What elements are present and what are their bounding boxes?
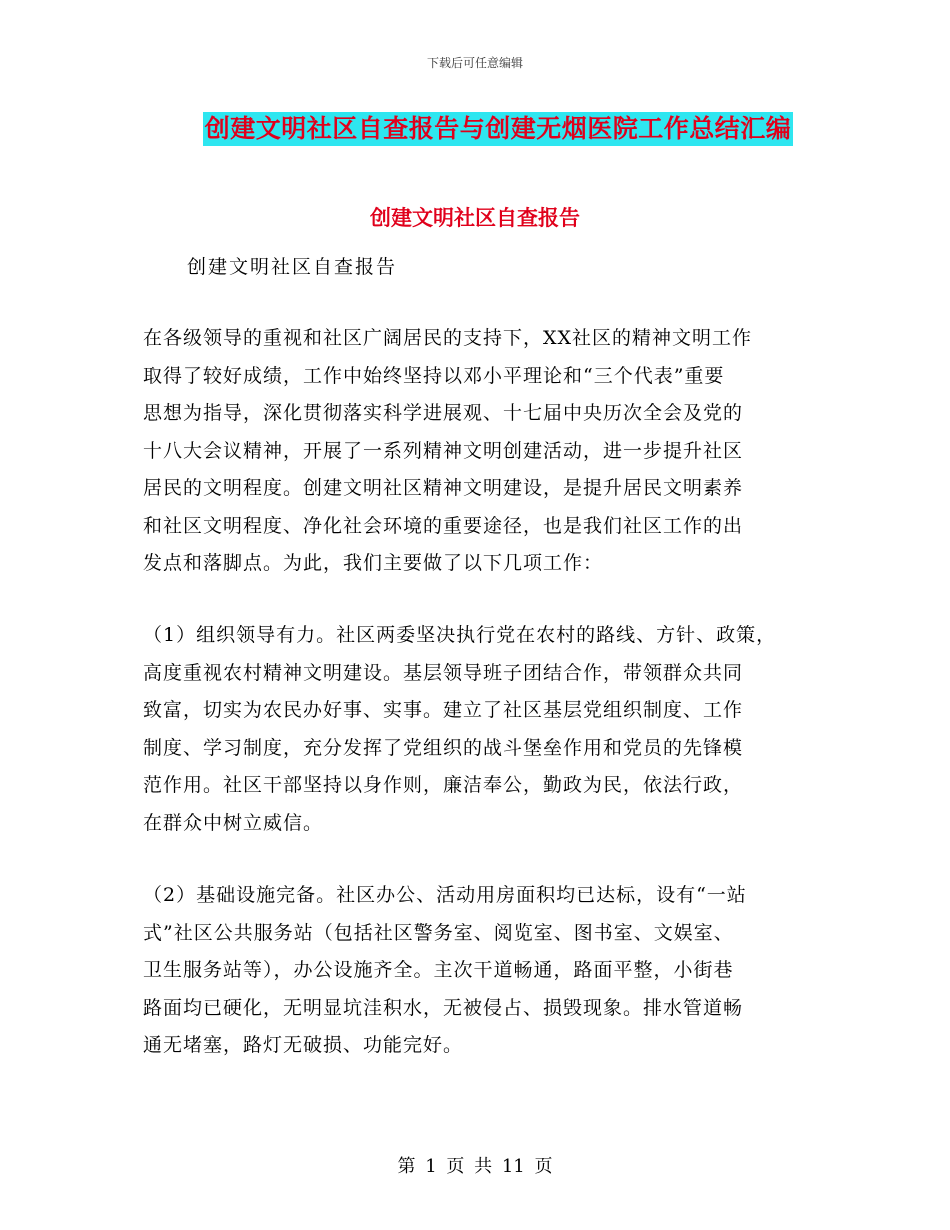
paragraph-line: 思想为指导，深化贯彻落实科学进展观、十七届中央历次全会及党的 (143, 402, 744, 424)
header-note: 下载后可任意编辑 (426, 56, 523, 70)
paragraph-line: 高度重视农村精神文明建设。基层领导班子团结合作，带领群众共同 (143, 661, 744, 684)
paragraph-line: （2）基础设施完备。社区办公、活动用房面积均已达标，设有“一站 (143, 884, 747, 906)
page-footer: 第 1 页 共 11 页 (397, 1156, 553, 1177)
paragraph-line: 居民的文明程度。创建文明社区精神文明建设，是提升居民文明素养 (143, 477, 744, 499)
subtitle: 创建文明社区自查报告 (187, 256, 398, 278)
paragraph-line: 通无堵塞，路灯无破损、功能完好。 (143, 1034, 464, 1056)
paragraph-line: 取得了较好成绩，工作中始终坚持以邓小平理论和“三个代表”重要 (143, 364, 725, 387)
paragraph-line: 卫生服务站等），办公设施齐全。主次干道畅通，路面平整，小街巷 (143, 959, 734, 981)
paragraph-line: 范作用。社区干部坚持以身作则，廉洁奉公，勤政为民，依法行政， (143, 774, 744, 796)
paragraph-line: 制度、学习制度，充分发挥了党组织的战斗堡垒作用和党员的先锋模 (143, 736, 744, 759)
main-title-container (0, 112, 950, 146)
paragraph-line: 在群众中树立威信。 (143, 811, 324, 834)
paragraph-2 (143, 617, 823, 842)
paragraph-line: 路面均已硬化，无明显坑洼积水，无被侵占、损毁现象。排水管道畅 (143, 996, 744, 1019)
paragraph-line: 式”社区公共服务站（包括社区警务室、阅览室、图书室、文娱室、 (143, 921, 734, 944)
paragraph-line: （1）组织领导有力。社区两委坚决执行党在农村的路线、方针、政策， (143, 624, 777, 646)
paragraph-1 (143, 320, 823, 583)
paragraph-line: 十八大会议精神，开展了一系列精神文明创建活动，进一步提升社区 (143, 439, 744, 462)
main-title: 创建文明社区自查报告与创建无烟医院工作总结汇编 (203, 112, 794, 146)
paragraph-line: 和社区文明程度、净化社会环境的重要途径，也是我们社区工作的出 (143, 514, 744, 537)
paragraph-line: 在各级领导的重视和社区广阔居民的支持下，XX社区的精神文明工作 (143, 327, 753, 349)
paragraph-line: 致富，切实为农民办好事、实事。建立了社区基层党组织制度、工作 (143, 699, 744, 721)
paragraph-3 (143, 877, 823, 1065)
paragraph-line: 发点和落脚点。为此，我们主要做了以下几项工作： (143, 552, 604, 574)
section-title: 创建文明社区自查报告 (370, 206, 580, 230)
